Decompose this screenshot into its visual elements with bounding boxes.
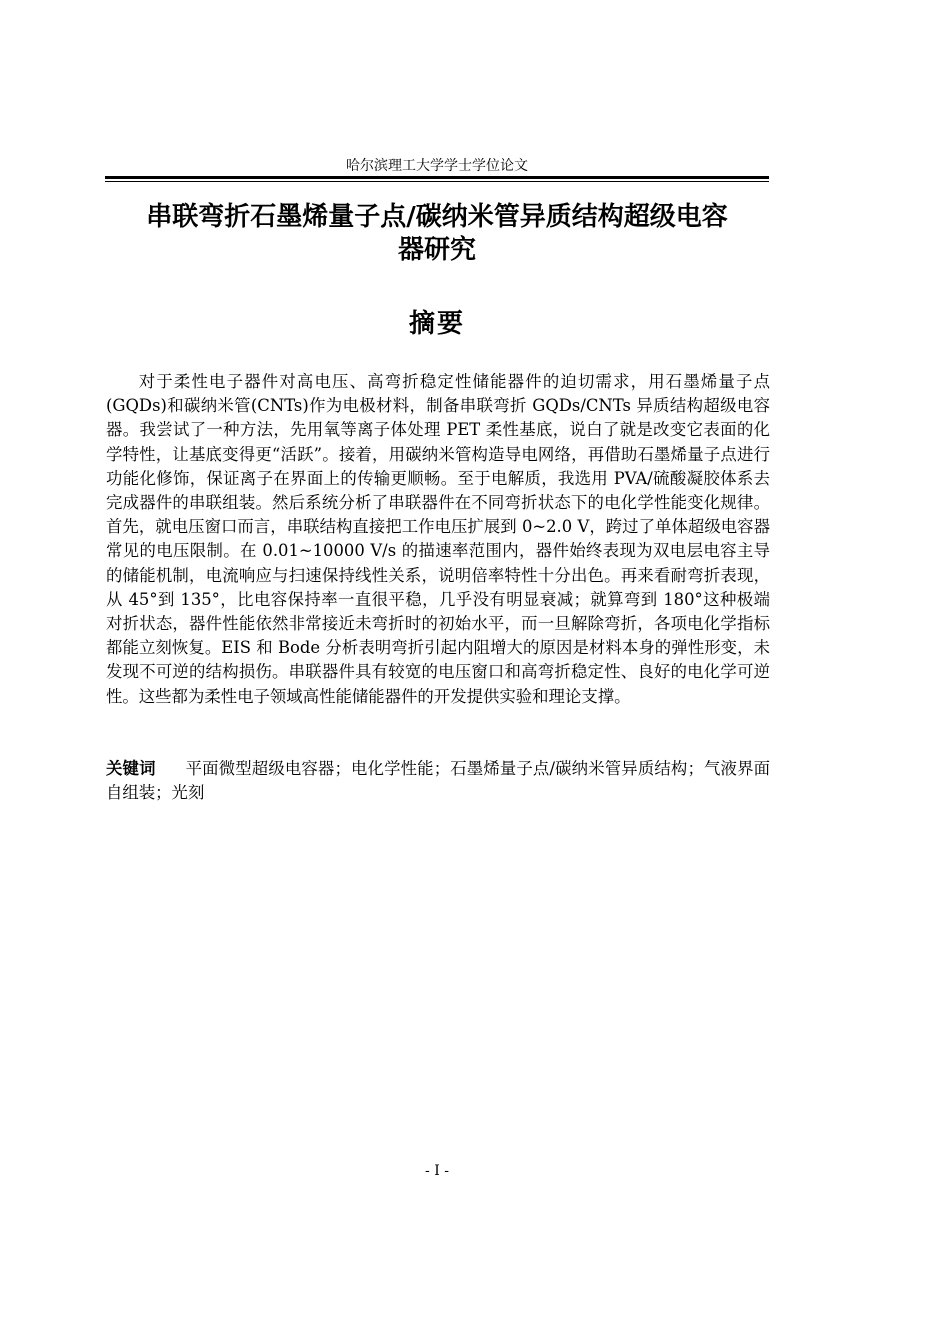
thesis-title-line-2: 器研究	[397, 235, 476, 265]
keywords-text: 平面微型超级电容器；电化学性能；石墨烯量子点/碳纳米管异质结构；气液界面自组装；光刻	[106, 759, 770, 803]
keywords-label: 关键词	[106, 759, 156, 778]
page-number: - I -	[425, 1163, 449, 1179]
abstract-heading: 摘要	[408, 309, 465, 339]
running-header: 哈尔滨理工大学学士学位论文	[346, 158, 528, 174]
thesis-title-line-1: 串联弯折石墨烯量子点/碳纳米管异质结构超级电容	[146, 202, 728, 232]
abstract-body: 对于柔性电子器件对高电压、高弯折稳定性储能器件的迫切需求，用石墨烯量子点(GQDs)和碳纳米管(CNTs)作为电极材料，制备串联弯折 GQDs/CNTs 异质结构超级电容器。我尝试了一种方法，先用氧等离子体处理 PET 柔性基底，说白了就是改变它表面的化学特性，让基底变得更“活跃”。接着，用碳纳米管构造导电网络，再借助石墨烯量子点进行功能化修饰，保证离子在界面上的传输更顺畅。至于电解质，我选用 PVA/硫酸凝胶体系去完成器件的串联组装。然后系统分析了串联器件在不同弯折状态下的电化学性能变化规律。首先，就电压窗口而言，串联结构直接把工作电压扩展到 0~2.0 V，跨过了单体超级电容器常见的电压限制。在 0.01~10000 V/s 的描速率范围内，器件始终表现为双电层电容主导的储能机制，电流响应与扫速保持线性关系，说明倍率特性十分出色。再来看耐弯折表现，从 45°到 135°，比电容保持率一直很平稳，几乎没有明显衰减；就算弯到 180°这种极端对折状态，器件性能依然非常接近未弯折时的初始水平，而一旦解除弯折，各项电化学指标都能立刻恢复。EIS 和 Bode 分析表明弯折引起内阻增大的原因是材料本身的弹性形变，未发现不可逆的结构损伤。串联器件具有较宽的电压窗口和高弯折稳定性、良好的电化学可逆性。这些都为柔性电子领域高性能储能器件的开发提供实验和理论支撑。	[106, 372, 770, 706]
thesis-title	[106, 201, 768, 267]
header-rule-thick	[105, 176, 769, 179]
keywords-paragraph	[106, 757, 770, 805]
header-rule-thin	[105, 181, 769, 182]
